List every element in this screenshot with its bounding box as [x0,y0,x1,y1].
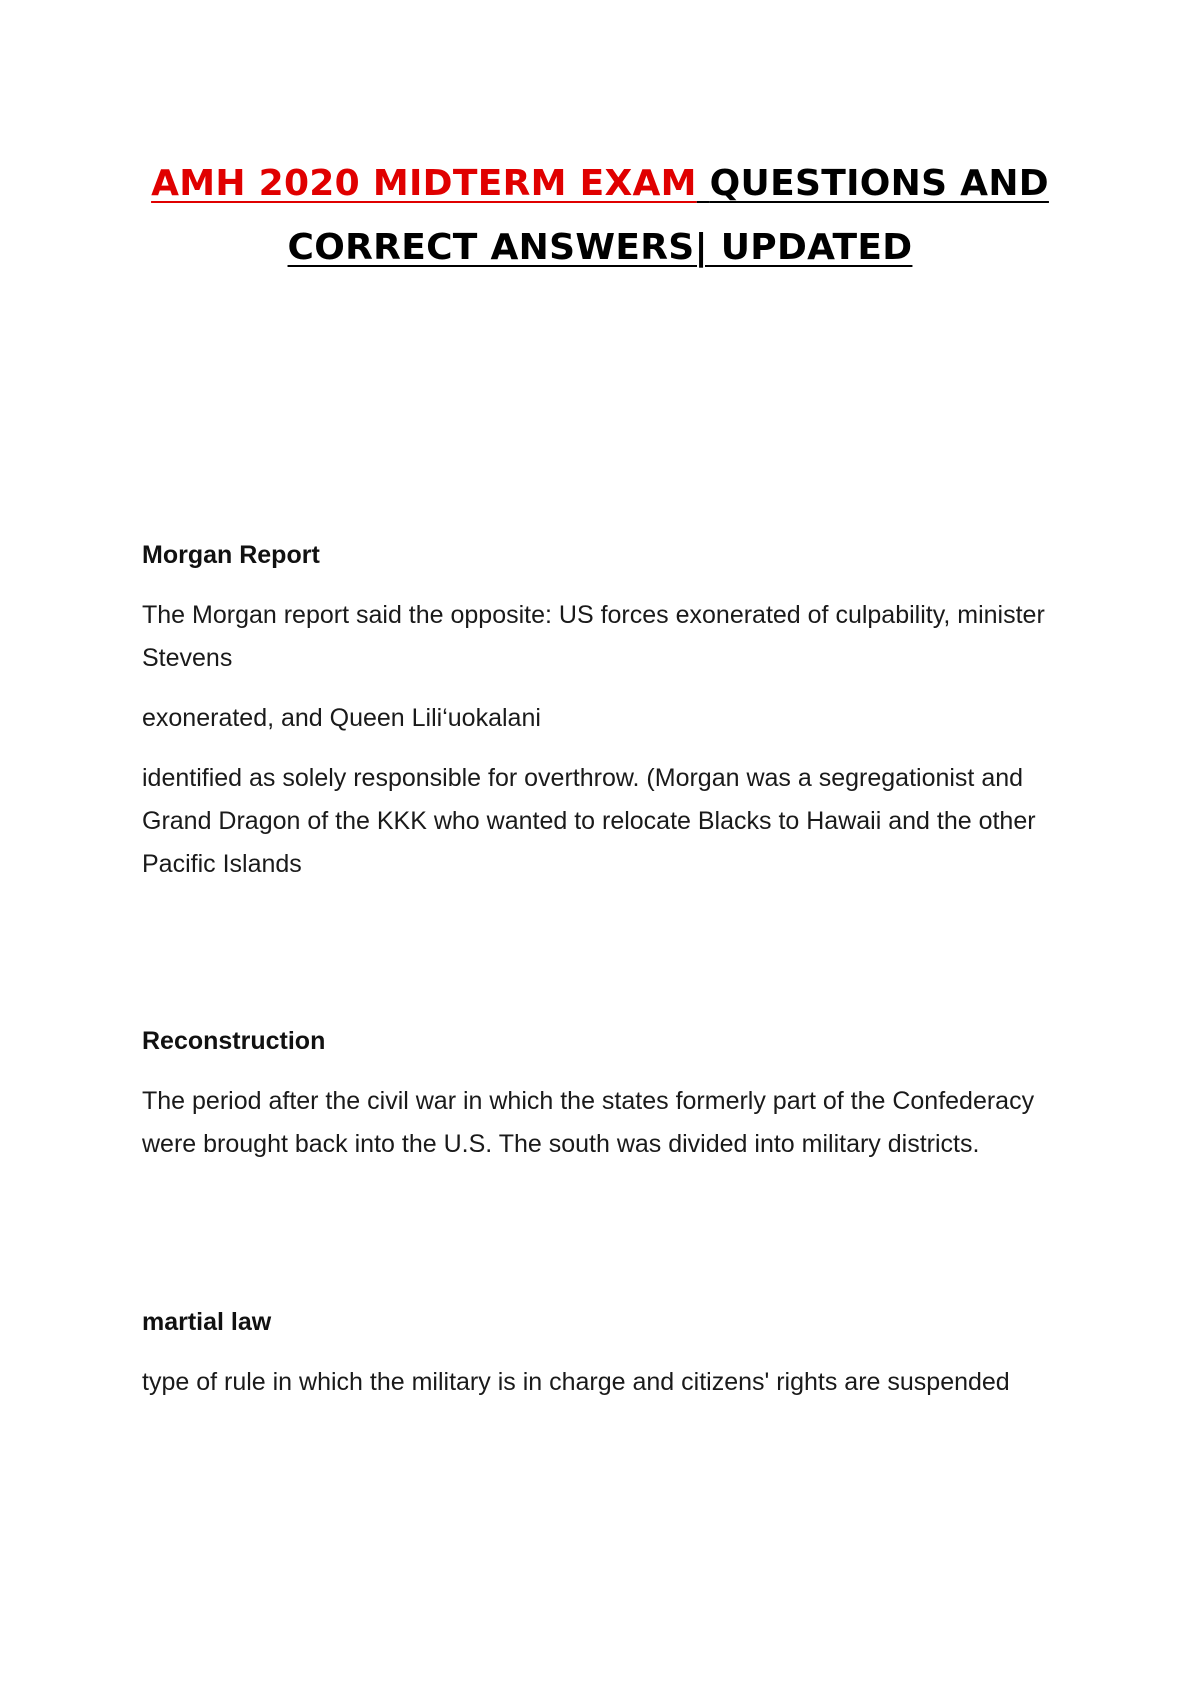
entry-definition: exonerated, and Queen Lili‘uokalani [142,704,541,732]
entry-term: martial law [142,1308,272,1336]
entry-reconstruction [142,1024,1082,1166]
entry-definition: type of rule in which the military is in charge and citizens' rights are suspended [142,1368,1010,1396]
entry-term: Morgan Report [142,541,320,569]
entry-morgan-report [142,538,1082,886]
title-black-part-2: CORRECT ANSWERS| UPDATED [287,227,913,268]
entry-definition: The Morgan report said the opposite: US forces exonerated of culpability, minister Stevens [142,601,1045,672]
entry-definition: identified as solely responsible for overthrow. (Morgan was a segregationist and Grand Dragon of the KKK who wanted to relocate Blacks to Hawaii and the other Pacific Islands [142,764,1036,878]
entry-definition: The period after the civil war in which the states formerly part of the Confederacy were brought back into the U.S. The south was divided into military districts. [142,1087,1035,1158]
title-red-part: AMH 2020 MIDTERM EXAM [151,163,697,204]
entry-martial-law [142,1305,1082,1404]
document-title [100,152,1100,280]
entry-term: Reconstruction [142,1027,326,1055]
title-black-part-1: QUESTIONS AND [709,163,1049,204]
